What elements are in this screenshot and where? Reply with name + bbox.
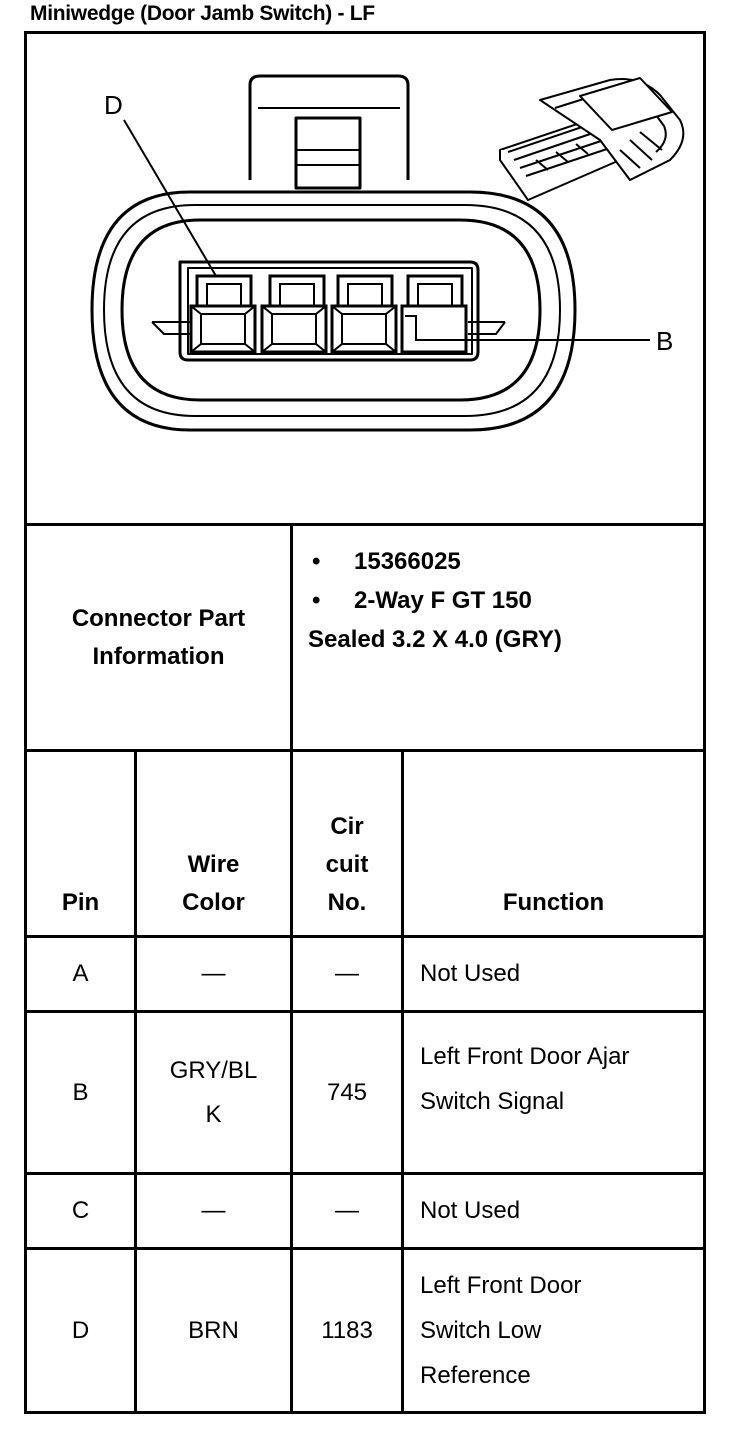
table-row-b-wire-color: GRY/BLK [169,1056,258,1128]
header-circuit-number: Cir cuit No. [325,813,369,916]
connector-description: Sealed 3.2 X 4.0 (GRY) [308,626,562,653]
callout-d-label: D [104,90,123,120]
table-row-c-wire-color: — [201,1197,226,1224]
connector-thumbnail-icon [500,78,683,200]
part-number: 15366025 [354,548,461,575]
table-row-a-function: Not Used [420,960,521,987]
table-row-d-function: Left Front Door Switch Low Reference [420,1272,582,1389]
header-function: Function [502,889,605,916]
table-row-d-pin: D [71,1316,90,1344]
bullet-icon: • [312,587,321,614]
callout-b-label: B [656,326,674,356]
header-pin: Pin [61,889,100,916]
list-item [308,542,562,581]
bullet-icon: • [312,548,321,575]
connector-type: 2-Way F GT 150 [354,587,532,614]
table-row-c-circuit: — [335,1197,359,1224]
table-row-d-circuit: 1183 [321,1316,373,1344]
table-row-a-pin: A [72,960,89,987]
table-row-c-pin: C [71,1197,90,1224]
connector-part-info-label: Connector Part Information [71,604,246,670]
table-row-b-pin: B [72,1078,89,1106]
list-item [308,581,562,620]
table-row-d-wire-color: BRN [188,1316,239,1344]
table-row-a-wire-color: — [201,960,226,987]
table-row-a-circuit: — [335,960,359,987]
diagram-title: Miniwedge (Door Jamb Switch) - LF [30,2,375,25]
header-wire-color: Wire Color [182,851,245,916]
connector-part-info-values [308,542,562,659]
table-row-b-circuit: 745 [326,1078,368,1106]
table-row-b-function: Left Front Door Ajar Switch Signal [420,1043,630,1115]
table-row-c-function: Not Used [420,1197,521,1224]
connector-face-diagram [27,34,703,526]
